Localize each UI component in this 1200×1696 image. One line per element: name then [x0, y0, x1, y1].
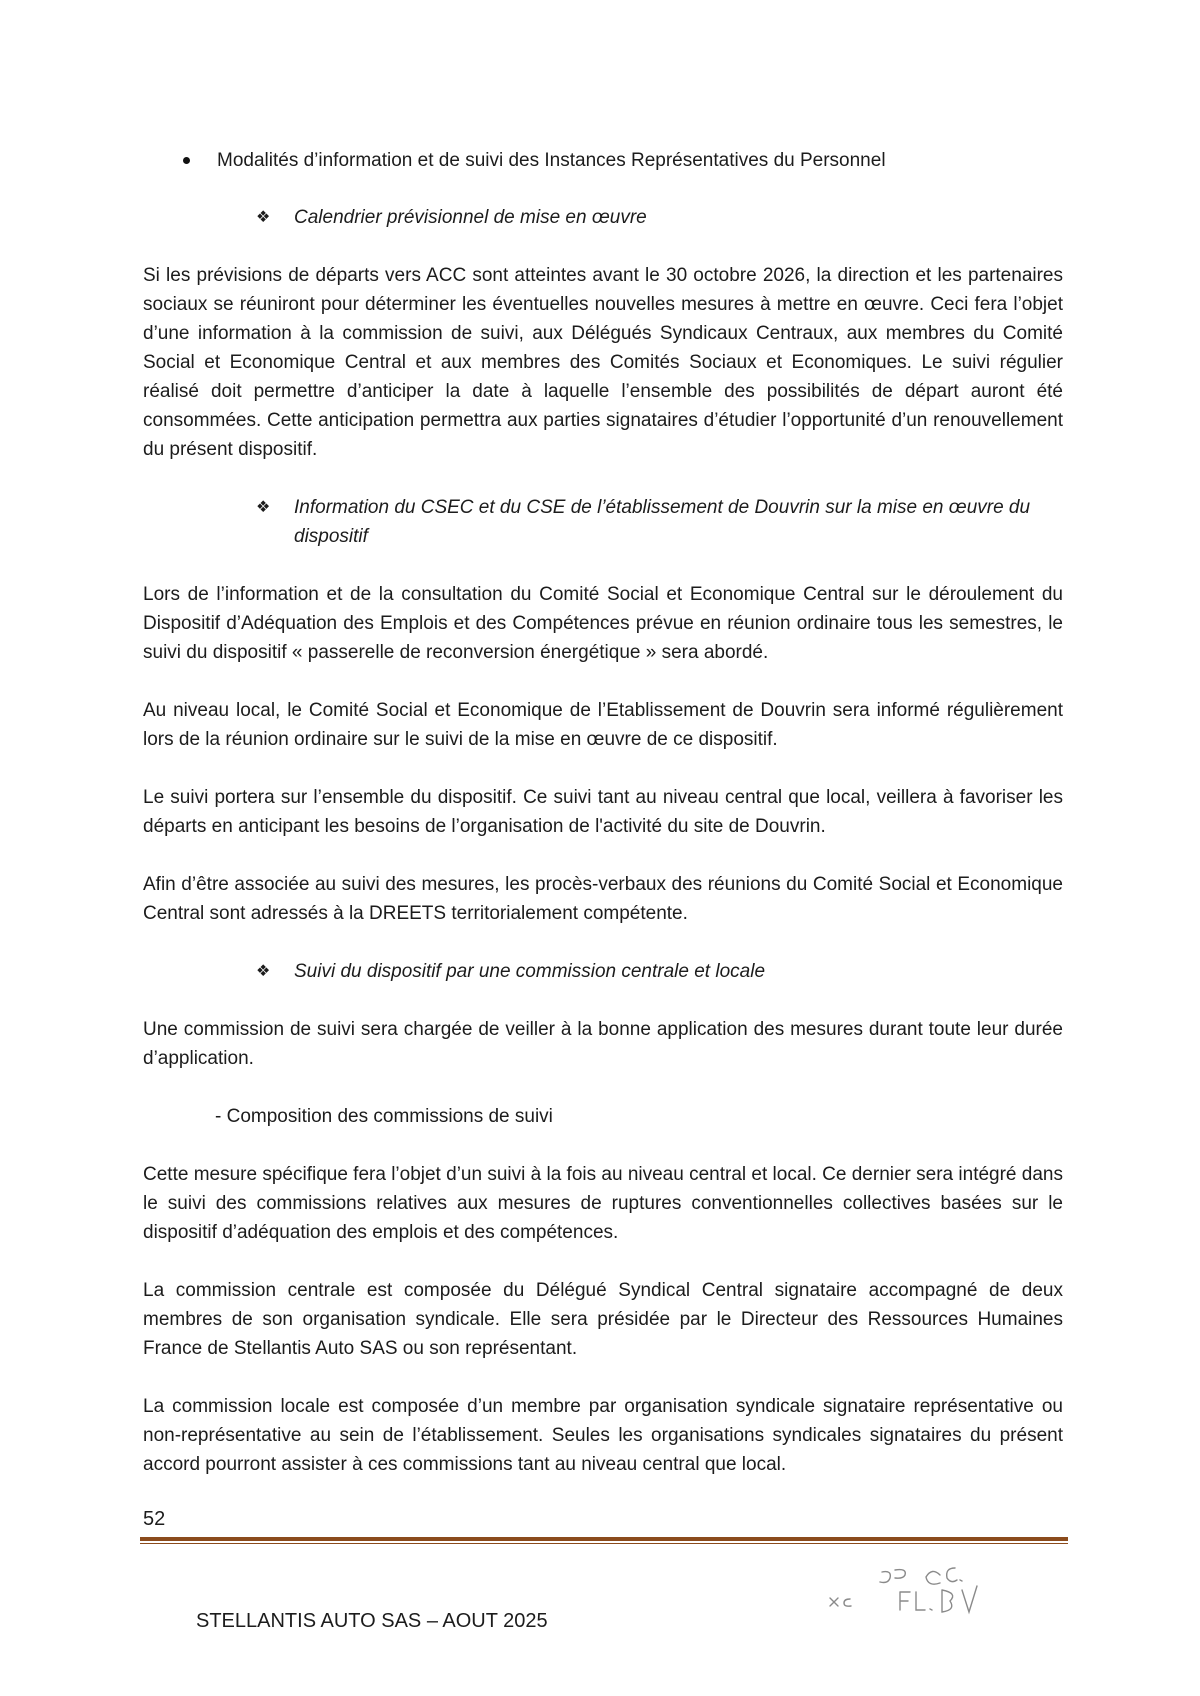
paragraph: Le suivi portera sur l’ensemble du dispositif. Ce suivi tant au niveau central que local, veillera à favoriser les départs en anticipant les besoins de l’organisation de l'activité du site de Douvrin.: [143, 787, 1063, 837]
subsection-title: Suivi du dispositif par une commission centrale et locale: [294, 961, 766, 982]
subsection-title: Calendrier prévisionnel de mise en œuvre: [294, 207, 647, 228]
list-item: - Composition des commissions de suivi: [215, 1106, 553, 1127]
section-heading: [143, 146, 1063, 175]
diamond-bullet-icon: ❖: [256, 499, 271, 516]
subsection-title: Information du CSEC et du CSE de l’établissement de Douvrin sur la mise en œuvre du dispositif: [294, 497, 1031, 547]
paragraph: La commission locale est composée d’un membre par organisation syndicale signataire représentative ou non-représentative au sein de l’établissement. Seules les organisations syndicales signataires du présent accord pourront assister à ces commissions tant au niveau central que local.: [143, 1396, 1063, 1475]
paragraph: Cette mesure spécifique fera l’objet d’un suivi à la fois au niveau central et local. Ce dernier sera intégré dans le suivi des commissions relatives aux mesures de ruptures conventionnelles collectives basées sur le dispositif d’adéquation des emplois et des compétences.: [143, 1164, 1063, 1243]
paragraph: Si les prévisions de départs vers ACC sont atteintes avant le 30 octobre 2026, la direction et les partenaires sociaux se réuniront pour déterminer les éventuelles nouvelles mesures à mettre en œuvre. Ceci fera l’objet d’une information à la commission de suivi, aux Délégués Syndicaux Centraux, aux membres du Comité Social et Economique Central et aux membres des Comités Sociaux et Economiques. Le suivi régulier réalisé doit permettre d’anticiper la date à laquelle l’ensemble des possibilités de départ auront été consommées. Cette anticipation permettra aux parties signataires d’étudier l’opportunité d’un renouvellement du présent dispositif.: [143, 265, 1063, 460]
diamond-bullet-icon: ❖: [256, 209, 271, 226]
subsection-heading: [143, 203, 1063, 232]
bullet-icon: [183, 157, 190, 164]
paragraph: Lors de l’information et de la consultation du Comité Social et Economique Central sur le déroulement du Dispositif d’Adéquation des Emplois et des Compétences prévue en réunion ordinaire tous les semestres, le suivi du dispositif « passerelle de reconversion énergétique » sera abordé.: [143, 584, 1063, 663]
handwritten-initials: [820, 1560, 1020, 1620]
footer-company: STELLANTIS AUTO SAS – AOUT 2025: [196, 1610, 548, 1632]
diamond-bullet-icon: ❖: [256, 963, 271, 980]
subsection-heading: [143, 957, 1063, 986]
document-body: [143, 146, 1063, 1508]
page-number: 52: [143, 1508, 166, 1530]
paragraph: Une commission de suivi sera chargée de veiller à la bonne application des mesures durant toute leur durée d’application.: [143, 1019, 1063, 1069]
footer-divider: [140, 1537, 1068, 1541]
section-title: Modalités d’information et de suivi des Instances Représentatives du Personnel: [217, 150, 886, 171]
paragraph: Afin d’être associée au suivi des mesures, les procès-verbaux des réunions du Comité Social et Economique Central sont adressés à la DREETS territorialement compétente.: [143, 874, 1063, 924]
paragraph: Au niveau local, le Comité Social et Economique de l’Etablissement de Douvrin sera informé régulièrement lors de la réunion ordinaire sur le suivi de la mise en œuvre de ce dispositif.: [143, 700, 1063, 750]
subsection-heading: [143, 493, 1063, 551]
paragraph: La commission centrale est composée du Délégué Syndical Central signataire accompagné de deux membres de son organisation syndicale. Elle sera présidée par le Directeur des Ressources Humaines France de Stellantis Auto SAS ou son représentant.: [143, 1280, 1063, 1359]
footer-divider-thin: [140, 1543, 1068, 1544]
